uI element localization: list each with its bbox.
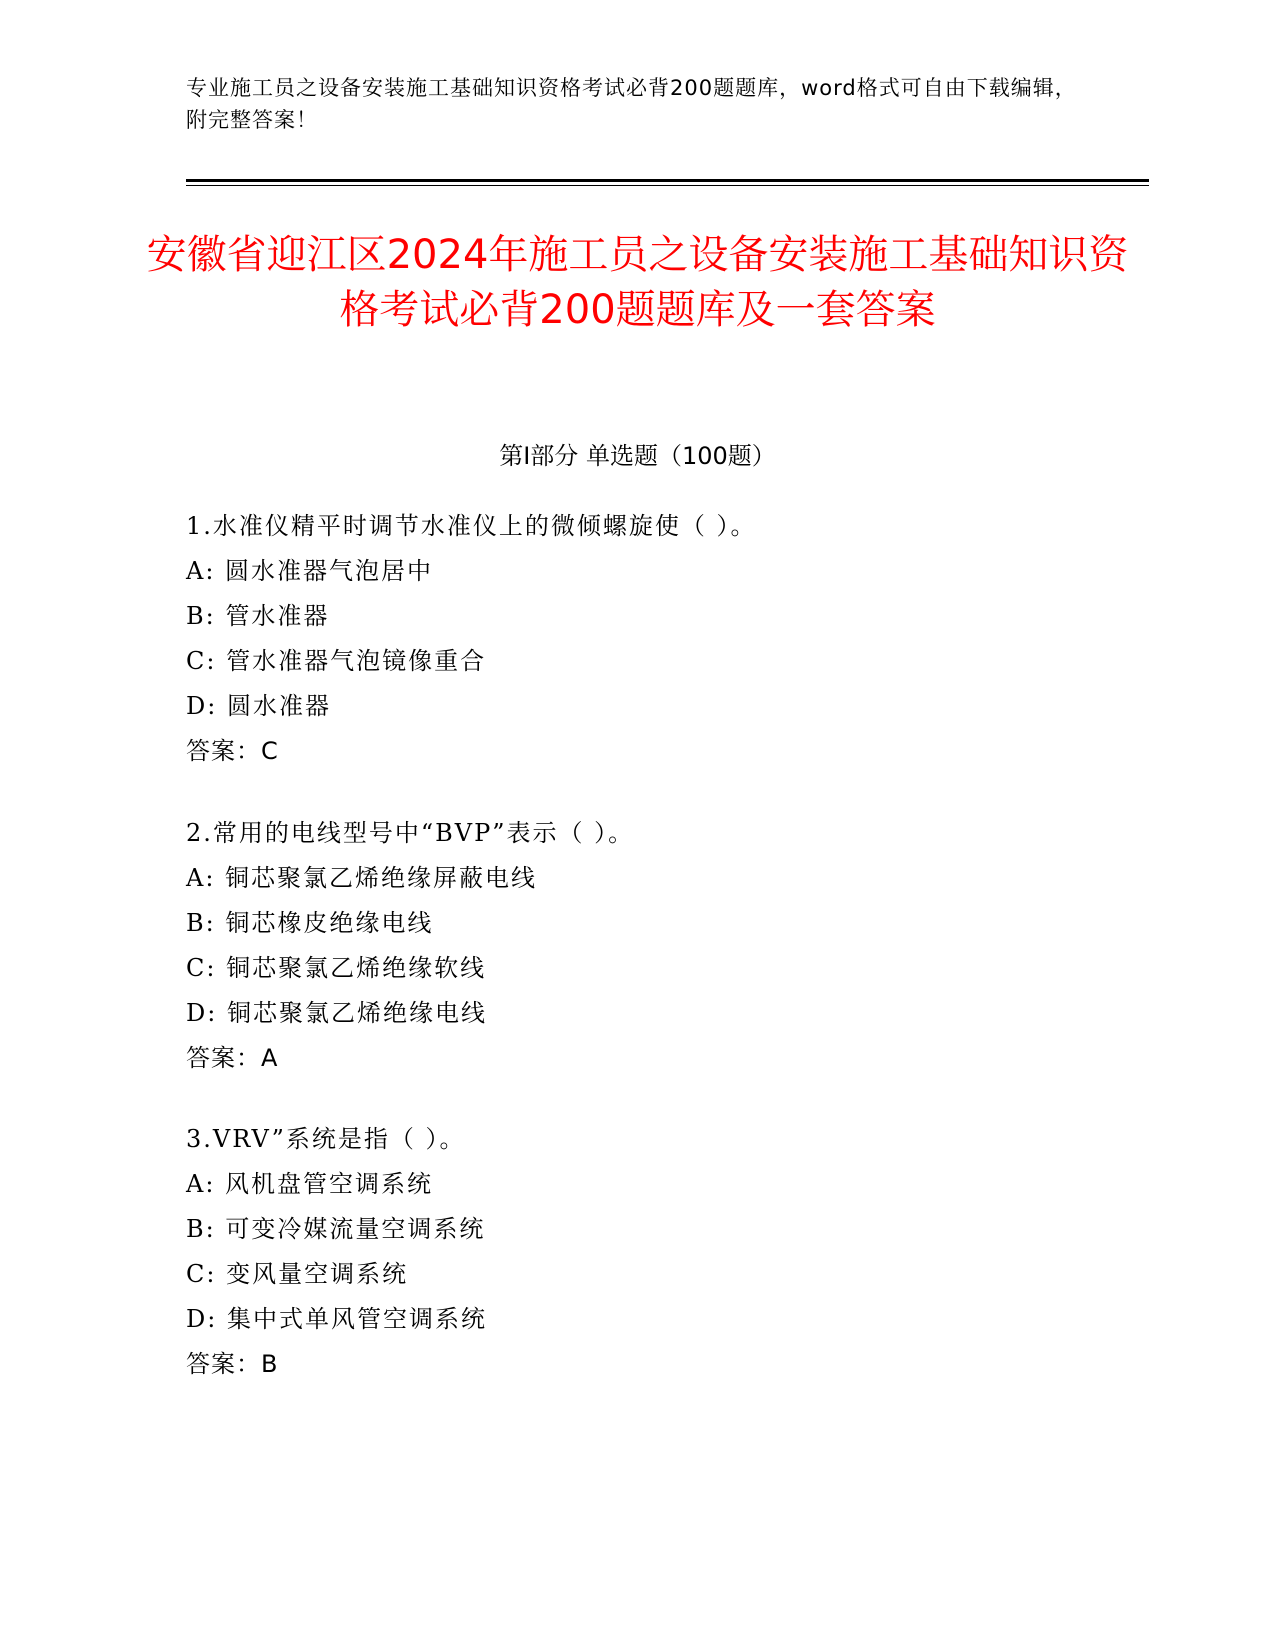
option-b: B: 铜芯橡皮绝缘电线: [186, 909, 434, 937]
question-stem: 2.常用的电线型号中“BVP”表示（ ）。: [186, 819, 635, 847]
option-b: B: 管水准器: [186, 602, 330, 630]
option-a: A: 铜芯聚氯乙烯绝缘屏蔽电线: [186, 864, 538, 892]
header-divider-thin: [186, 185, 1149, 186]
document-title: 安徽省迎江区2024年施工员之设备安装施工基础知识资格考试必背200题题库及一套答案: [146, 232, 1129, 333]
section-heading: 第I部分 单选题（100题）: [499, 442, 776, 470]
question-stem: 3.VRV”系统是指（ ）。: [186, 1125, 466, 1153]
option-d: D: 铜芯聚氯乙烯绝缘电线: [186, 999, 487, 1027]
option-c: C: 变风量空调系统: [186, 1260, 409, 1288]
question-1: [186, 504, 1146, 774]
answer-line: 答案：A: [186, 1044, 279, 1072]
option-a: A: 圆水准器气泡居中: [186, 557, 434, 585]
option-b: B: 可变冷媒流量空调系统: [186, 1215, 486, 1243]
option-d: D: 圆水准器: [186, 692, 331, 720]
question-3: [186, 1117, 1146, 1387]
question-2: [186, 811, 1146, 1081]
option-c: C: 管水准器气泡镜像重合: [186, 647, 487, 675]
option-c: C: 铜芯聚氯乙烯绝缘软线: [186, 954, 487, 982]
document-header: 专业施工员之设备安装施工基础知识资格考试必背200题题库，word格式可自由下载编辑，附完整答案！: [186, 76, 1077, 132]
answer-line: 答案：B: [186, 1350, 279, 1378]
question-stem: 1.水准仪精平时调节水准仪上的微倾螺旋使（ ）。: [186, 512, 757, 540]
option-a: A: 风机盘管空调系统: [186, 1170, 434, 1198]
answer-line: 答案：C: [186, 737, 279, 765]
option-d: D: 集中式单风管空调系统: [186, 1305, 487, 1333]
header-divider-thick: [186, 179, 1149, 182]
